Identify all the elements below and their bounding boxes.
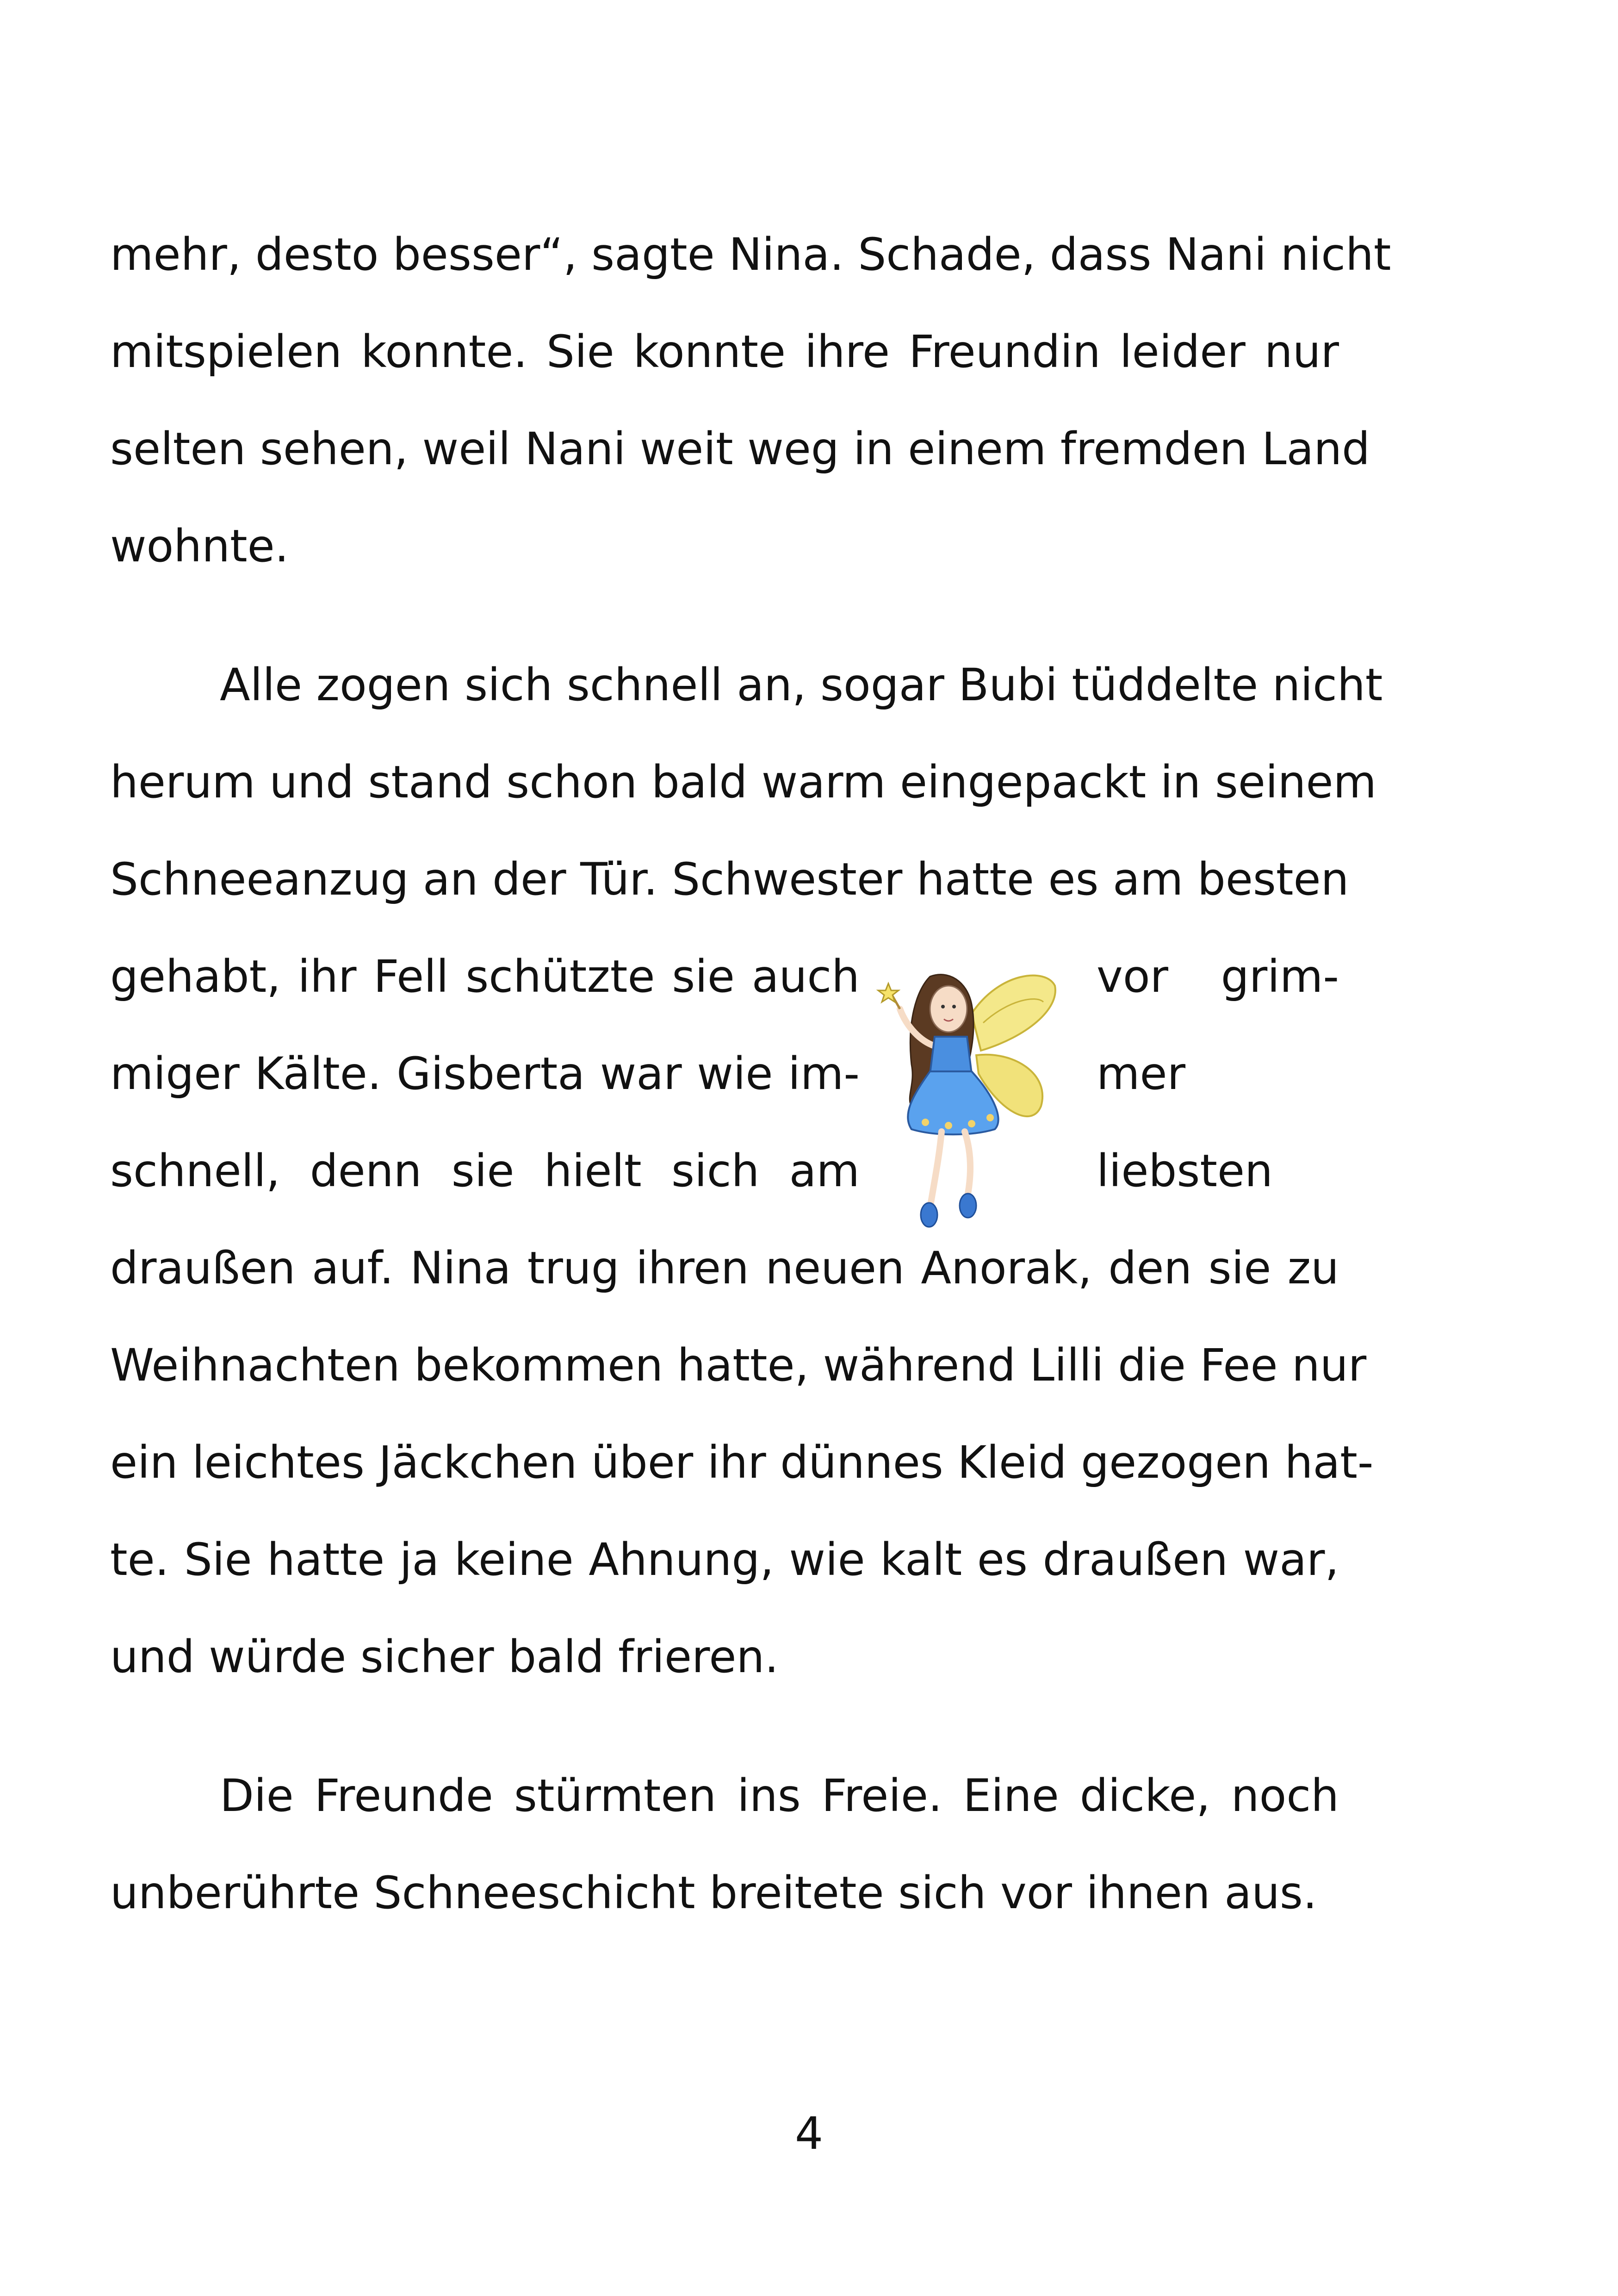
- text-line: Die Freunde stürmten ins Freie. Eine dicke, noch: [220, 1770, 1339, 1822]
- text-line-right: vor grim-: [1097, 951, 1339, 1002]
- fairy-illustration: [861, 958, 1064, 1236]
- text-line: Alle zogen sich schnell an, sogar Bubi tüddelte nicht: [220, 659, 1383, 711]
- text-line: draußen auf. Nina trug ihren neuen Anorak, den sie zu: [110, 1242, 1339, 1294]
- text-line-left: gehabt, ihr Fell schützte sie auch: [110, 951, 860, 1002]
- text-line: Weihnachten bekommen hatte, während Lilli die Fee nur: [110, 1339, 1367, 1391]
- text-line-right: liebsten: [1097, 1145, 1273, 1197]
- text-line: mitspielen konnte. Sie konnte ihre Freundin leider nur: [110, 326, 1339, 378]
- text-line: unberührte Schneeschicht breitete sich vor ihnen aus.: [110, 1867, 1317, 1919]
- text-line-left: miger Kälte. Gisberta war wie im-: [110, 1048, 860, 1100]
- text-line: mehr, desto besser“, sagte Nina. Schade, dass Nani nicht: [110, 229, 1391, 280]
- text-line: te. Sie hatte ja keine Ahnung, wie kalt es draußen war,: [110, 1534, 1339, 1586]
- text-line: selten sehen, weil Nani weit weg in einem fremden Land: [110, 423, 1370, 475]
- text-line: herum und stand schon bald warm eingepackt in seinem: [110, 756, 1377, 808]
- text-line-right: mer: [1097, 1048, 1186, 1100]
- text-line: Schneeanzug an der Tür. Schwester hatte es am besten: [110, 853, 1349, 905]
- page-number: 4: [794, 2108, 824, 2159]
- text-line: und würde sicher bald frieren.: [110, 1631, 779, 1683]
- text-line: ein leichtes Jäckchen über ihr dünnes Kleid gezogen hat-: [110, 1437, 1374, 1488]
- text-line-left: schnell, denn sie hielt sich am: [110, 1145, 860, 1197]
- text-line: wohnte.: [110, 520, 289, 572]
